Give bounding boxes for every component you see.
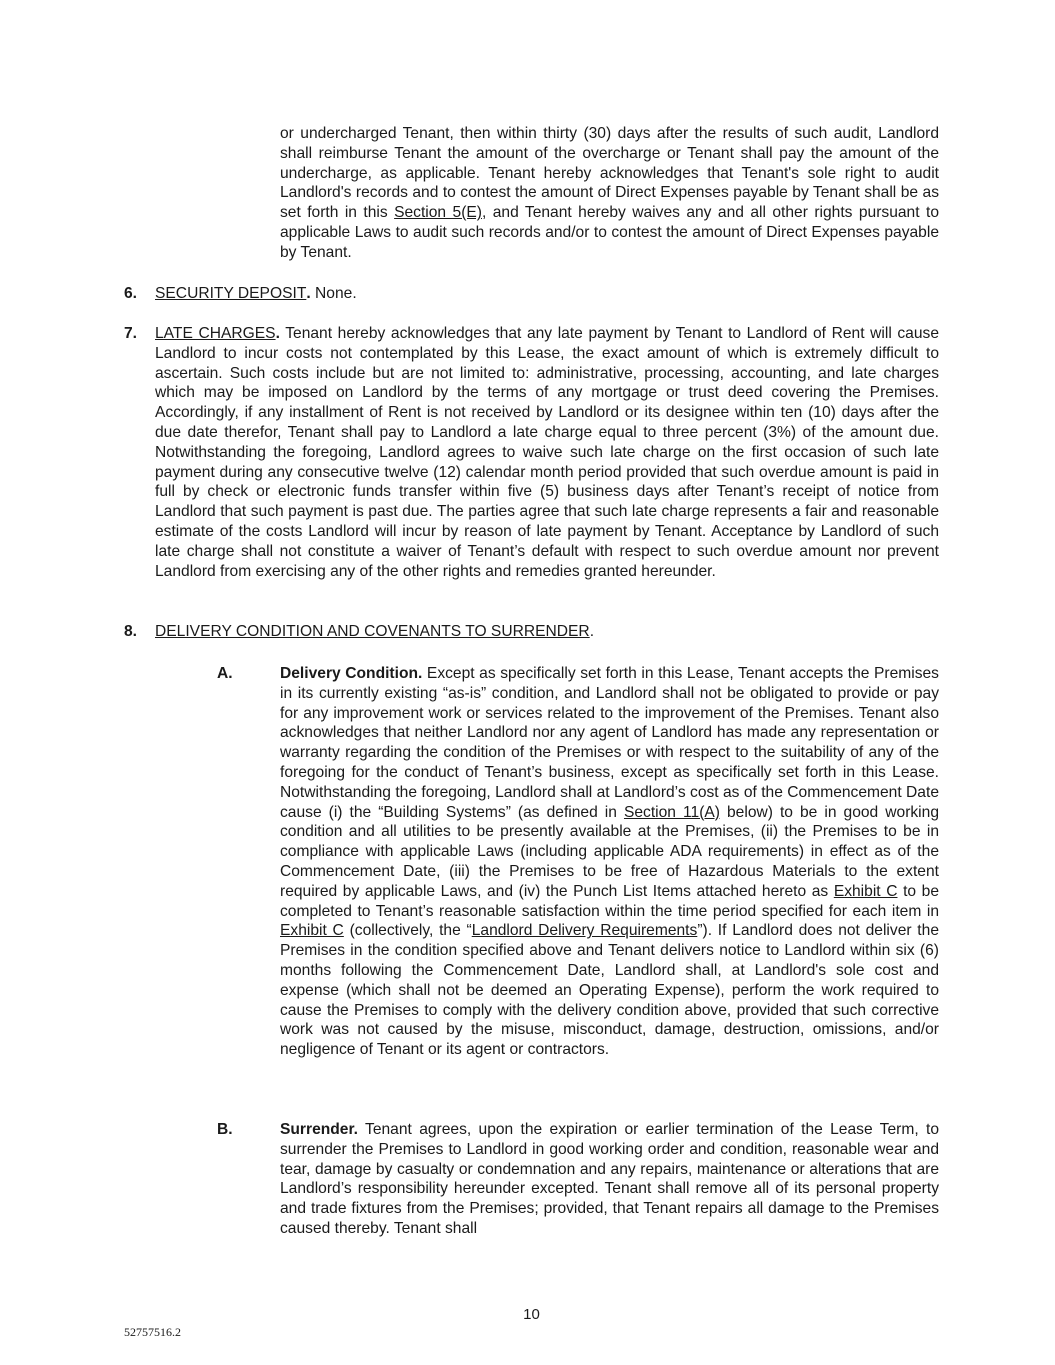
section-8a-text-1: Except as specifically set forth in this Lease, Tenant accepts the Premises in its currently existing “as-is” condition, and Landlord shall not be obligated to provide or pay for any improvement work or services related to the improvement of the Premises. Tenant also acknowledges that neither Landlord nor any agent of Landlord has made any representation or warranty regarding the condition of the Premises or with respect to the suitability of any of the foregoing for the conduct of Tenant’s business, except as specifically set forth in this Lease. Notwithstanding the foregoing, Landlord shall at Landlord’s cost as of the Commencement Date cause (i) the “Building Systems” (as defined in	[280, 665, 939, 821]
exhibit-c-reference-2: Exhibit C	[280, 922, 344, 940]
section-6-body: None.	[310, 285, 357, 302]
section-6-number: 6.	[124, 285, 138, 302]
continuation-text-2: , and Tenant hereby waives any and all other rights pursuant to applicable Laws to audit such records and/or to contest the amount of Direct Expenses payable by Tenant.	[280, 204, 939, 261]
section-8b-letter: B.	[217, 1121, 233, 1138]
section-8-heading-period: .	[589, 623, 595, 640]
landlord-delivery-requirements-term: Landlord Delivery Requirements	[471, 922, 698, 940]
section-8-heading-line	[155, 622, 939, 642]
page-number: 10	[523, 1306, 540, 1323]
continuation-paragraph	[280, 124, 939, 263]
section-8a-text-5: ”). If Landlord does not deliver the Premises in the condition specified above and Tenant delivers notice to Landlord within six (6) months following the Commencement Date, Landlord shall, at Landlord's sole cost and expense (which shall not be deemed an Operating Expense), perform the work required to cause the Premises to comply with the delivery condition above, provided that such corrective work was not caused by the misuse, misconduct, damage, destruction, omissions, and/or negligence of Tenant or its agent or contractors.	[280, 922, 939, 1059]
continuation-text-1: or undercharged Tenant, then within thirty (30) days after the results of such audit, Landlord shall reimburse Tenant the amount of the overcharge or Tenant shall pay the amount of the undercharge, as applicable. Tenant hereby acknowledges that Tenant's sole right to audit Landlord's records and to contest the amount of Direct Expenses payable by Tenant shall be as set forth in this	[280, 125, 939, 222]
section-7-number: 7.	[124, 325, 138, 342]
exhibit-c-reference: Exhibit C	[833, 882, 898, 900]
section-8a-title: Delivery Condition.	[280, 665, 423, 682]
section-7-paragraph	[155, 324, 939, 581]
section-8b-title: Surrender.	[280, 1121, 358, 1138]
section-7-body: Tenant hereby acknowledges that any late payment by Tenant to Landlord of Rent will cause Landlord to incur costs not contemplated by this Lease, the exact amount of which is extremely difficult to ascertain. Such costs include but are not limited to: administrative, processing, accounting, and late charges which may be imposed on Landlord by the terms of any mortgage or trust deed covering the Premises. Accordingly, if any installment of Rent is not received by Landlord or its designee within ten (10) days after the due date therefor, Tenant shall pay to Landlord a late charge equal to three percent (3%) of the amount due. Notwithstanding the foregoing, Landlord agrees to waive such late charge on the first occasion of such late payment during any consecutive twelve (12) calendar month period provided that such overdue amount is paid in full by check or electronic funds transfer within five (5) business days after Tenant’s receipt of notice from Landlord that such payment is past due. The parties agree that such late charge represents a fair and reasonable estimate of the costs Landlord will incur by reason of late payment by Tenant. Acceptance by Landlord of such late charge shall not constitute a waiver of Tenant’s default with respect to such overdue amount nor prevent Landlord from exercising any of the other rights and remedies granted hereunder.	[155, 325, 939, 580]
document-id: 52757516.2	[124, 1325, 181, 1339]
section-8b-body: Tenant agrees, upon the expiration or earlier termination of the Lease Term, to surrender the Premises to Landlord in good working order and condition, reasonable wear and tear, damage by casualty or condemnation and any repairs, maintenance or alterations that are Landlord’s responsibility hereunder excepted. Tenant shall remove all of its personal property and trade fixtures from the Premises; provided, that Tenant repairs all damage to the Premises caused thereby. Tenant shall	[280, 1121, 939, 1237]
section-6-heading-period: .	[306, 285, 311, 302]
section-6-paragraph	[155, 284, 939, 304]
section-8a-text-3: to be completed to Tenant’s reasonable satisfaction within the time period specified for each item in	[280, 882, 940, 920]
section-6-heading: SECURITY DEPOSIT	[155, 285, 307, 302]
section-5e-reference: Section 5(E)	[394, 204, 482, 222]
section-8a-text-4: (collectively, the “	[343, 922, 472, 940]
section-7-heading-period: .	[275, 325, 280, 342]
section-8a-letter: A.	[217, 665, 233, 682]
section-8b-paragraph	[280, 1120, 939, 1239]
section-8a-text-2: below) to be in good working condition and all utilities to be presently available at the Premises, (ii) the Premises to be in compliance with applicable Laws (including applicable ADA requirements) in effect as of the Commencement Date, (iii) the Premises to be free of Hazardous Materials to the extent required by applicable Laws, and (iv) the Punch List Items attached hereto as	[280, 803, 939, 900]
section-8-heading: DELIVERY CONDITION AND COVENANTS TO SURRENDER	[155, 623, 590, 640]
section-8-number: 8.	[124, 623, 138, 640]
section-11a-reference: Section 11(A)	[623, 803, 720, 821]
section-7-heading: LATE CHARGES	[155, 325, 276, 342]
section-8a-paragraph	[280, 664, 939, 1060]
